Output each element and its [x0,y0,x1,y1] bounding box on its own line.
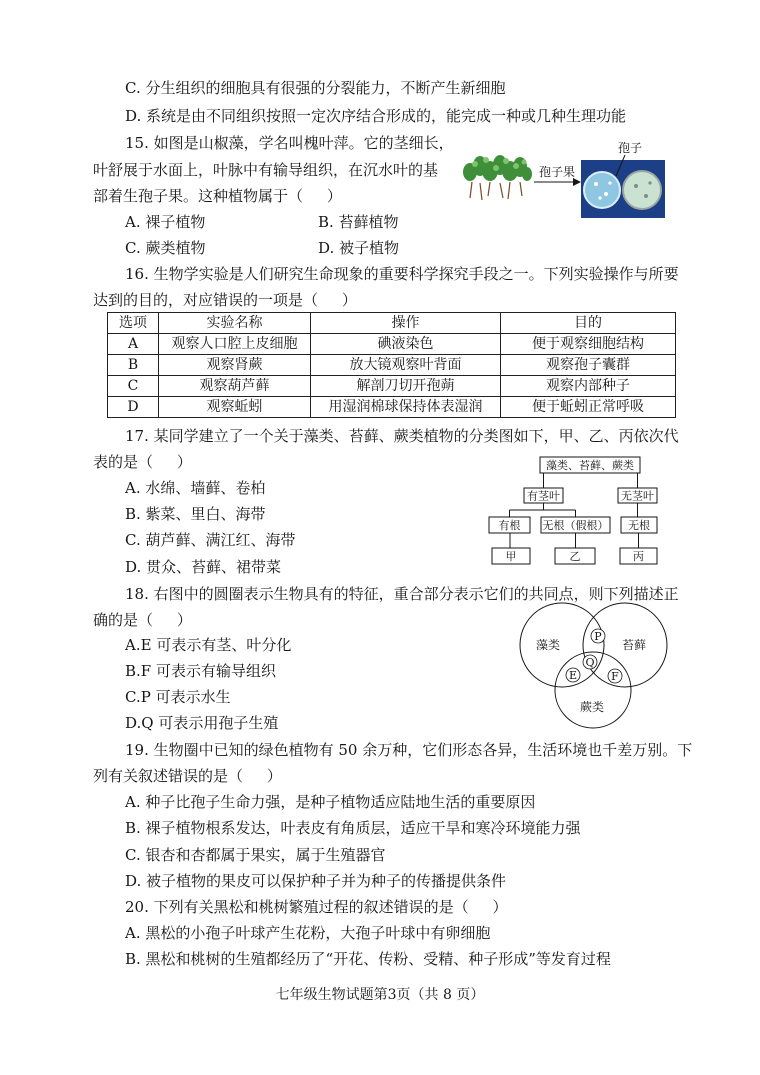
q14-option-c: C. 分生组织的细胞具有很强的分裂能力，不断产生新细胞 [125,79,506,97]
table-row [108,334,676,355]
cell-purpose: 便于观察细胞结构 [501,334,676,355]
cell-option: D [108,397,159,418]
q15-option-c: C. 蕨类植物 [125,239,206,257]
table-row [108,355,676,376]
q20-stem-line-1: 20. 下列有关黑松和桃树繁殖过程的叙述错误的是（ ） [125,898,508,916]
fern-label: 蕨类 [579,700,605,714]
spore-fruit-photo [581,160,665,218]
region-q-label: Q [585,656,595,669]
q19-option-b: B. 裸子植物根系发达，叶表皮有角质层，适应干旱和寒冷环境能力强 [125,819,581,837]
q17-option-d: D. 贯众、苔藓、裙带菜 [125,558,282,576]
leaf-a-label: 甲 [505,550,517,563]
plant-photo [463,155,532,200]
header-operation: 操作 [311,313,501,334]
cell-option: A [108,334,159,355]
plant-roots [470,182,522,200]
spore-fruit-section-right [623,171,661,209]
table-row [108,376,676,397]
cell-purpose: 观察孢子囊群 [501,355,676,376]
moss-label: 苔藓 [621,638,647,652]
q18-stem-line-2: 确的是（ ） [93,611,192,629]
q19-option-d: D. 被子植物的果皮可以保护种子并为种子的传播提供条件 [125,872,507,890]
classification-diagram [485,452,665,570]
cell-experiment: 观察蚯蚓 [159,397,311,418]
with-root-label: 有根 [498,519,521,532]
q18-option-b: B.F 可表示有输导组织 [125,662,276,680]
cell-operation: 放大镜观察叶背面 [311,355,501,376]
page-footer: 七年级生物试题第3页（共 8 页） [275,987,485,1003]
q15-option-b: B. 苔藓植物 [318,213,399,231]
no-root-label: 无根 [628,519,650,532]
q18-option-c: C.P 可表示水生 [125,688,231,706]
q18-option-d: D.Q 可表示用孢子生殖 [125,714,279,732]
q19-stem-line-1: 19. 生物圈中已知的绿色植物有 50 余万种，它们形态各异，生活环境也千差万别。下 [125,741,693,759]
q18-stem-line-1: 18. 右图中的圆圈表示生物具有的特征，重合部分表示它们的共同点，则下列描述正 [125,585,679,603]
leaf-b-label: 乙 [569,550,581,563]
q17-option-b: B. 紫菜、里白、海带 [125,505,266,523]
q20-option-a: A. 黑松的小孢子叶球产生花粉，大孢子叶球中有卵细胞 [125,924,491,942]
q17-option-a: A. 水绵、墙藓、卷柏 [125,479,266,497]
leaf-c-label: 丙 [633,550,644,563]
spore-fruit-label: 孢子果 [538,165,576,179]
q17-stem-line-1: 17. 某同学建立了一个关于藻类、苔藓、蕨类植物的分类图如下，甲、乙、丙依次代 [125,427,679,445]
spore-label: 孢子 [617,141,643,155]
q15-option-d: D. 被子植物 [318,239,400,257]
cell-experiment: 观察肾蕨 [159,355,311,376]
q19-stem-line-2: 列有关叙述错误的是（ ） [93,767,282,785]
cell-purpose: 观察内部种子 [501,376,676,397]
q17-stem-line-2: 表的是（ ） [93,453,192,471]
region-p-label: P [594,630,602,643]
experiment-table [107,312,676,418]
q15-figure [460,138,670,224]
header-option: 选项 [108,313,159,334]
q19-option-a: A. 种子比孢子生命力强，是种子植物适应陆地生活的重要原因 [125,793,536,811]
with-stem-leaf-label: 有茎叶 [527,489,560,503]
table-row [108,397,676,418]
header-purpose: 目的 [501,313,676,334]
cell-purpose: 便于蚯蚓正常呼吸 [501,397,676,418]
cell-experiment: 观察葫芦藓 [159,376,311,397]
region-f-label: F [611,670,619,683]
cell-operation: 解剖刀切开孢蒴 [311,376,501,397]
cell-experiment: 观察人口腔上皮细胞 [159,334,311,355]
diagram-connectors [510,473,639,548]
no-root-pseudo-label: 无根（假根） [542,519,609,532]
root-label: 藻类、苔藓、蕨类 [546,459,634,472]
q16-stem-line-1: 16. 生物学实验是人们研究生命现象的重要科学探究手段之一。下列实验操作与所要 [125,265,679,283]
q15-stem-line-3: 部着生孢子果。这种植物属于（ ） [93,187,342,205]
region-e-label: E [568,669,578,682]
table-header-row [108,313,676,334]
algae-circle [520,603,604,687]
cell-operation: 用湿润棉球保持体表湿润 [311,397,501,418]
without-stem-leaf-label: 无茎叶 [621,489,654,503]
venn-diagram [515,598,673,733]
cell-option: B [108,355,159,376]
cell-operation: 碘液染色 [311,334,501,355]
q15-option-a: A. 裸子植物 [125,213,206,231]
q18-option-a: A.E 可表示有茎、叶分化 [125,636,292,654]
header-experiment: 实验名称 [159,313,311,334]
q15-stem-line-2: 叶舒展于水面上，叶脉中有输导组织，在沉水叶的基 [93,161,439,179]
q15-stem-line-1: 15. 如图是山椒藻，学名叫槐叶萍。它的茎细长， [125,134,454,152]
q19-option-c: C. 银杏和杏都属于果实，属于生殖器官 [125,846,386,864]
q20-option-b: B. 黑松和桃树的生殖都经历了“开花、传粉、受精、种子形成”等发育过程 [125,950,611,968]
q14-option-d: D. 系统是由不同组织按照一定次序结合形成的，能完成一种或几种生理功能 [125,107,627,125]
q16-stem-line-2: 达到的目的，对应错误的一项是（ ） [93,291,357,309]
spore-fruit-arrowhead [573,178,581,186]
algae-label: 藻类 [535,638,561,652]
spore-fruit-section-left [584,172,620,208]
cell-option: C [108,376,159,397]
q17-option-c: C. 葫芦藓、满江红、海带 [125,531,296,549]
